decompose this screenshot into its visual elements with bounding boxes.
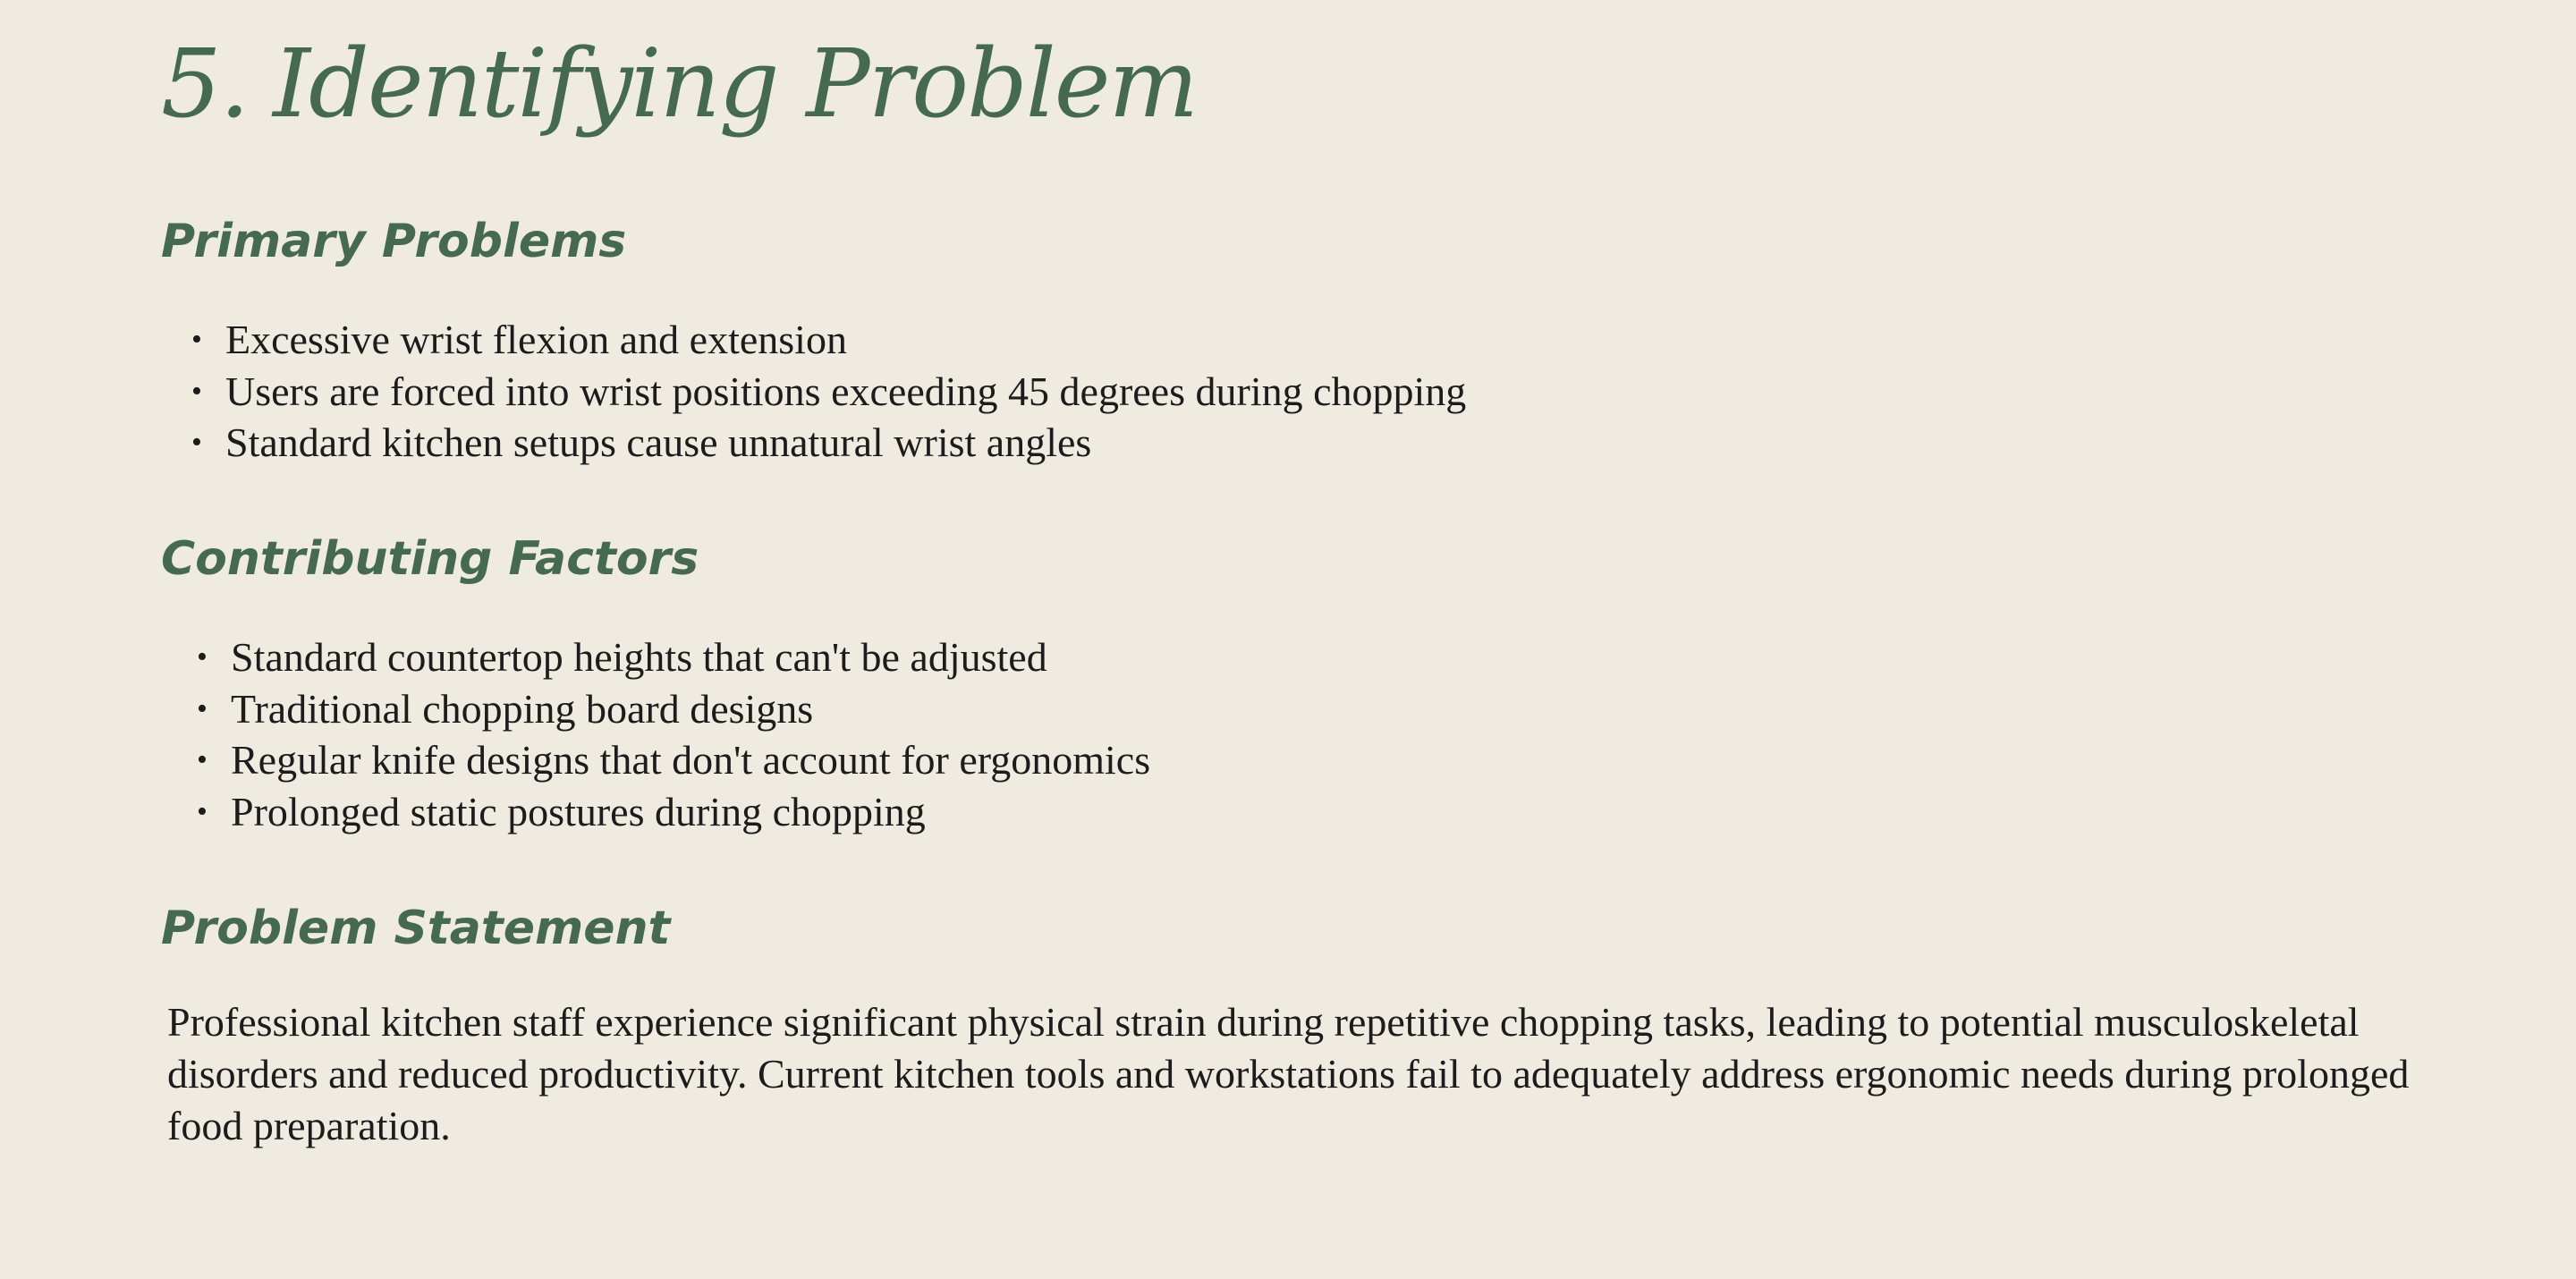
list-item: • Standard countertop heights that can't be adjusted [231,631,1150,683]
list-item: • Standard kitchen setups cause unnatural wrist angles [225,417,1466,469]
title-text: Identifying Problem [273,29,1198,139]
problem-statement-heading: Problem Statement [161,902,671,955]
bullet-icon: • [191,323,202,356]
bullet-icon: • [197,691,208,725]
contributing-factors-heading: Contributing Factors [161,532,699,586]
list-item: • Users are forced into wrist positions exceeding 45 degrees during chopping [225,366,1466,418]
bullet-icon: • [197,794,208,828]
list-item: • Prolonged static postures during chopping [231,786,1150,838]
bullet-icon: • [191,426,202,460]
primary-problems-list [191,314,1467,469]
problem-statement-text: Professional kitchen staff experience significant physical strain during repetitive chopping tasks, leading to potential musculoskeletal disorders and reduced productivity. Current kitchen tools and workstations fail to adequately address ergonomic needs during prolonged food preparation. [167,999,2410,1148]
list-item: • Traditional chopping board designs [231,683,1150,735]
bullet-icon: • [191,374,202,408]
primary-problems-heading: Primary Problems [161,215,627,268]
section-number: 5. [161,29,249,139]
bullet-icon: • [197,743,208,777]
list-item: • Excessive wrist flexion and extension [225,314,1466,366]
contributing-factors-list [197,631,1151,837]
page-title [161,29,1197,140]
bullet-icon: • [197,640,208,673]
list-item: • Regular knife designs that don't account for ergonomics [231,734,1150,786]
